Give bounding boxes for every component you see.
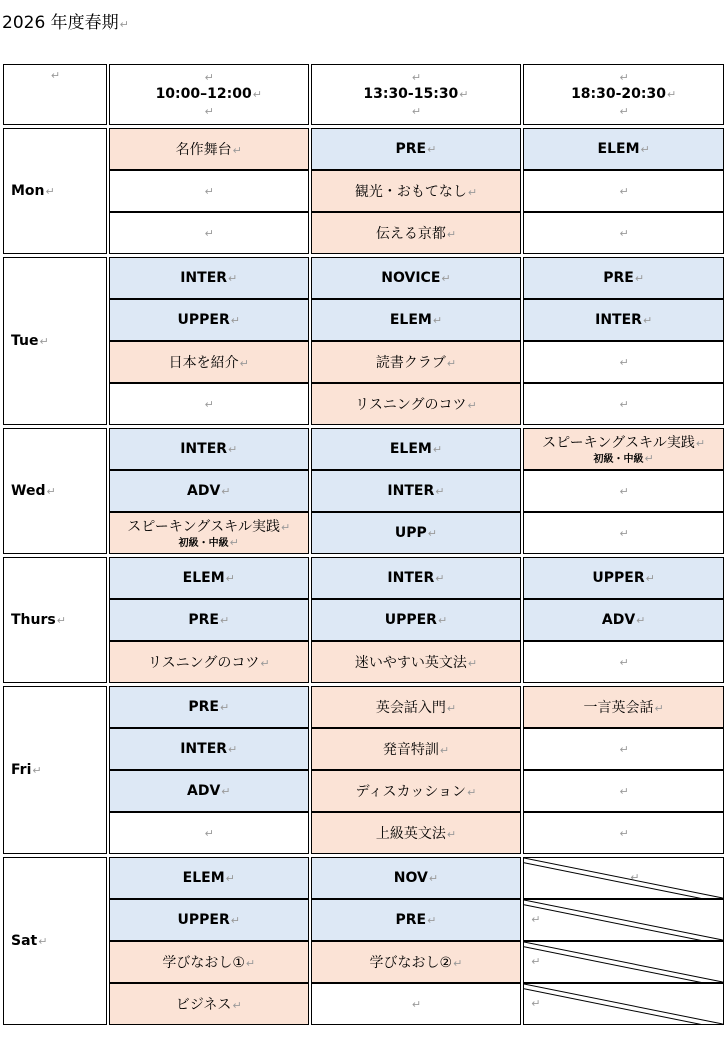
- schedule-row: [3, 770, 724, 812]
- return-mark: ↵: [459, 88, 469, 101]
- class-cell: [523, 383, 724, 425]
- class-cell: [311, 641, 522, 683]
- class-cell: [311, 257, 522, 299]
- class-cell: [523, 770, 724, 812]
- class-cell: [311, 899, 522, 941]
- class-cell: [109, 170, 309, 212]
- return-mark: ↵: [531, 913, 541, 926]
- return-mark: ↵: [232, 999, 242, 1012]
- return-mark: ↵: [204, 71, 214, 84]
- return-mark: ↵: [204, 227, 214, 240]
- strike-lines: [524, 900, 723, 940]
- return-mark: ↵: [228, 272, 238, 285]
- class-cell: [109, 128, 309, 170]
- strike-line: [524, 900, 723, 940]
- time-slot-header: [523, 64, 724, 125]
- class-name: ビジネス: [175, 997, 232, 1013]
- schedule-row: [3, 128, 724, 170]
- class-cell: [523, 812, 724, 854]
- return-mark: ↵: [119, 18, 129, 31]
- class-cell: [523, 557, 724, 599]
- class-cell: [109, 857, 309, 899]
- schedule-row: [3, 899, 724, 941]
- return-mark: ↵: [225, 872, 235, 885]
- return-mark: ↵: [467, 186, 478, 199]
- schedule-row: [3, 728, 724, 770]
- class-cell: [523, 341, 724, 383]
- class-name: INTER: [387, 483, 435, 499]
- return-mark: ↵: [232, 144, 242, 157]
- return-mark: ↵: [427, 527, 437, 540]
- strike-lines: [524, 984, 723, 1024]
- class-name: INTER: [387, 570, 435, 586]
- class-name: INTER: [595, 312, 642, 328]
- time-slot-header: [109, 64, 309, 125]
- return-mark: ↵: [467, 399, 477, 412]
- schedule-row: [3, 170, 724, 212]
- schedule-row: [3, 641, 724, 683]
- day-label-thurs: Thurs↵: [3, 557, 107, 683]
- class-name: ELEM: [597, 141, 640, 157]
- return-mark: ↵: [636, 614, 646, 627]
- class-name: UPPER: [592, 570, 645, 586]
- return-mark: ↵: [619, 105, 629, 118]
- return-mark: ↵: [642, 314, 653, 327]
- strike-line: [524, 942, 723, 982]
- return-mark: ↵: [411, 998, 422, 1011]
- return-mark: ↵: [645, 572, 655, 585]
- return-mark: ↵: [50, 69, 61, 82]
- return-mark: ↵: [441, 272, 451, 285]
- class-cell: [311, 383, 522, 425]
- class-cell: [311, 812, 522, 854]
- class-name: NOV: [393, 870, 428, 886]
- class-cell: [523, 428, 724, 470]
- return-mark: ↵: [695, 436, 706, 450]
- return-mark: ↵: [427, 914, 437, 927]
- class-name: スピーキングスキル実践: [542, 434, 695, 451]
- return-mark: ↵: [32, 764, 42, 777]
- class-cell: [311, 170, 522, 212]
- return-mark: ↵: [531, 997, 541, 1010]
- return-mark: ↵: [640, 143, 650, 156]
- return-mark: ↵: [219, 614, 230, 627]
- class-name: 発音特訓: [382, 742, 439, 758]
- class-name: ADV: [186, 483, 221, 499]
- return-mark: ↵: [531, 955, 541, 968]
- class-name: ディスカッション: [355, 784, 467, 800]
- class-cell: [523, 728, 724, 770]
- class-cell: [311, 557, 522, 599]
- class-cell: [109, 728, 309, 770]
- time-slot-label: 13:30-15:30↵: [363, 86, 469, 102]
- class-name: INTER: [180, 270, 228, 286]
- class-cell: [311, 857, 522, 899]
- class-name: リスニングのコツ: [147, 655, 260, 671]
- return-mark: ↵: [228, 443, 238, 456]
- class-name: 学びなおし②: [369, 955, 453, 971]
- class-name: リスニングのコツ: [355, 397, 467, 413]
- day-label-mon: Mon↵: [3, 128, 107, 254]
- return-mark: ↵: [428, 872, 439, 885]
- class-name: 観光・おもてなし: [354, 184, 467, 200]
- day-label-fri: Fri↵: [3, 686, 107, 854]
- return-mark: ↵: [619, 227, 629, 240]
- class-name: 上級英文法: [375, 826, 446, 842]
- class-cell: [109, 212, 309, 254]
- schedule-row: [3, 983, 724, 1025]
- class-name: ELEM: [182, 870, 225, 886]
- class-name: 英会話入門: [375, 700, 446, 716]
- schedule-row: [3, 857, 724, 899]
- class-cell: [311, 341, 522, 383]
- class-cell: [109, 770, 309, 812]
- class-name: ADV: [186, 783, 221, 799]
- class-name: ADV: [601, 612, 636, 628]
- class-cell: [311, 599, 522, 641]
- strike-line: [524, 858, 723, 898]
- return-mark: ↵: [619, 356, 629, 369]
- class-cell: [523, 212, 724, 254]
- class-name: PRE: [188, 612, 219, 628]
- class-cell: [311, 470, 522, 512]
- day-label-tue: Tue↵: [3, 257, 107, 425]
- class-cell: [311, 941, 522, 983]
- return-mark: ↵: [225, 572, 235, 585]
- class-cell: [311, 512, 522, 554]
- day-label-sat: Sat↵: [3, 857, 107, 1025]
- return-mark: ↵: [446, 357, 457, 370]
- class-name: UPPER: [177, 912, 230, 928]
- unavailable-slot: [523, 857, 724, 899]
- return-mark: ↵: [204, 105, 214, 118]
- class-cell: [523, 599, 724, 641]
- return-mark: ↵: [619, 71, 629, 84]
- class-level: 初級・中級↵: [593, 451, 654, 465]
- return-mark: ↵: [228, 743, 238, 756]
- return-mark: ↵: [219, 701, 230, 714]
- unavailable-slot: [523, 941, 724, 983]
- class-cell: [311, 428, 522, 470]
- class-cell: [523, 128, 724, 170]
- schedule-row: [3, 341, 724, 383]
- return-mark: ↵: [619, 785, 629, 798]
- schedule-row: [3, 557, 724, 599]
- return-mark: ↵: [630, 871, 640, 884]
- class-cell: [109, 512, 309, 554]
- strike-lines: [524, 858, 723, 898]
- document-title: 2026 年度春期↵: [2, 13, 129, 33]
- class-cell: [109, 383, 309, 425]
- class-name: PRE: [395, 141, 427, 157]
- return-mark: ↵: [46, 485, 56, 498]
- corner-cell: [3, 64, 107, 125]
- time-slot-label: 18:30-20:30↵: [571, 86, 677, 102]
- class-name: 伝える京都: [375, 226, 446, 242]
- return-mark: ↵: [619, 398, 629, 411]
- schedule-row: [3, 428, 724, 470]
- return-mark: ↵: [432, 314, 443, 327]
- return-mark: ↵: [435, 572, 445, 585]
- schedule-row: [3, 512, 724, 554]
- class-name: ELEM: [389, 312, 432, 328]
- class-name: 日本を紹介: [168, 355, 239, 371]
- return-mark: ↵: [204, 185, 214, 198]
- return-mark: ↵: [619, 827, 629, 840]
- return-mark: ↵: [411, 71, 422, 84]
- return-mark: ↵: [411, 105, 422, 118]
- class-cell: [109, 341, 309, 383]
- class-cell: [523, 257, 724, 299]
- return-mark: ↵: [619, 185, 629, 198]
- return-mark: ↵: [245, 957, 256, 970]
- return-mark: ↵: [654, 702, 664, 715]
- return-mark: ↵: [45, 185, 55, 198]
- class-cell: [311, 212, 522, 254]
- unavailable-slot: [523, 983, 724, 1025]
- return-mark: ↵: [204, 398, 214, 411]
- class-name: 一言英会話: [583, 700, 654, 716]
- return-mark: ↵: [230, 314, 240, 327]
- return-mark: ↵: [437, 614, 448, 627]
- return-mark: ↵: [260, 657, 270, 670]
- class-cell: [109, 599, 309, 641]
- time-slot-header: [311, 64, 522, 125]
- return-mark: ↵: [435, 485, 445, 498]
- class-cell: [523, 512, 724, 554]
- schedule-row: [3, 212, 724, 254]
- class-cell: [109, 812, 309, 854]
- class-cell: [523, 170, 724, 212]
- class-name: NOVICE: [381, 270, 441, 286]
- strike-line: [524, 984, 723, 1024]
- return-mark: ↵: [619, 485, 629, 498]
- class-name: UPP: [394, 525, 427, 541]
- strike-line: [524, 863, 723, 898]
- return-mark: ↵: [229, 535, 239, 549]
- return-mark: ↵: [56, 614, 66, 627]
- class-name: スピーキングスキル実践: [127, 518, 281, 535]
- class-cell: [109, 686, 309, 728]
- return-mark: ↵: [446, 828, 457, 841]
- strike-line: [524, 905, 723, 940]
- strike-line: [524, 989, 723, 1024]
- class-cell: [523, 641, 724, 683]
- return-mark: ↵: [467, 657, 478, 670]
- return-mark: ↵: [446, 228, 457, 241]
- class-cell: [523, 299, 724, 341]
- class-name: 読書クラブ: [375, 355, 446, 371]
- class-name: UPPER: [384, 612, 437, 628]
- class-level: 初級・中級↵: [178, 535, 239, 549]
- schedule-row: [3, 470, 724, 512]
- class-name: 名作舞台: [175, 142, 232, 158]
- return-mark: ↵: [446, 702, 457, 715]
- return-mark: ↵: [432, 443, 443, 456]
- return-mark: ↵: [439, 744, 450, 757]
- schedule-row: [3, 257, 724, 299]
- return-mark: ↵: [281, 520, 291, 534]
- class-name: PRE: [188, 699, 219, 715]
- class-cell: [109, 557, 309, 599]
- return-mark: ↵: [427, 143, 437, 156]
- schedule-row: [3, 812, 724, 854]
- class-cell: [311, 983, 522, 1025]
- class-cell: [109, 983, 309, 1025]
- class-cell: [311, 728, 522, 770]
- return-mark: ↵: [39, 335, 49, 348]
- time-slot-label: 10:00–12:00↵: [155, 86, 262, 102]
- class-cell: [311, 128, 522, 170]
- class-cell: [523, 470, 724, 512]
- class-name: ELEM: [389, 441, 432, 457]
- return-mark: ↵: [619, 656, 629, 669]
- header-row: [3, 64, 724, 125]
- class-name: INTER: [180, 441, 228, 457]
- class-cell: [109, 299, 309, 341]
- schedule-row: [3, 599, 724, 641]
- return-mark: ↵: [204, 827, 214, 840]
- return-mark: ↵: [453, 957, 463, 970]
- unavailable-slot: [523, 899, 724, 941]
- return-mark: ↵: [467, 786, 477, 799]
- class-cell: [109, 899, 309, 941]
- class-name: PRE: [395, 912, 427, 928]
- class-cell: [311, 686, 522, 728]
- return-mark: ↵: [252, 88, 262, 101]
- class-cell: [311, 299, 522, 341]
- return-mark: ↵: [619, 527, 629, 540]
- schedule-row: [3, 383, 724, 425]
- return-mark: ↵: [667, 88, 677, 101]
- strike-line: [524, 947, 723, 982]
- return-mark: ↵: [634, 272, 645, 285]
- schedule-row: [3, 299, 724, 341]
- class-cell: [109, 428, 309, 470]
- day-label-wed: Wed↵: [3, 428, 107, 554]
- return-mark: ↵: [221, 785, 231, 798]
- schedule-row: [3, 941, 724, 983]
- return-mark: ↵: [619, 743, 629, 756]
- class-cell: [523, 686, 724, 728]
- return-mark: ↵: [644, 451, 654, 465]
- schedule-table: [1, 64, 726, 1025]
- return-mark: ↵: [239, 357, 249, 370]
- class-name: INTER: [180, 741, 228, 757]
- schedule-row: [3, 686, 724, 728]
- class-name: 学びなおし①: [162, 955, 245, 971]
- strike-lines: [524, 942, 723, 982]
- class-cell: [311, 770, 522, 812]
- class-name: UPPER: [177, 312, 230, 328]
- return-mark: ↵: [230, 914, 240, 927]
- class-name: ELEM: [182, 570, 225, 586]
- class-cell: [109, 641, 309, 683]
- class-cell: [109, 470, 309, 512]
- class-name: 迷いやすい英文法: [354, 655, 467, 671]
- class-name: PRE: [603, 270, 634, 286]
- class-cell: [109, 257, 309, 299]
- return-mark: ↵: [221, 485, 231, 498]
- return-mark: ↵: [38, 935, 48, 948]
- class-cell: [109, 941, 309, 983]
